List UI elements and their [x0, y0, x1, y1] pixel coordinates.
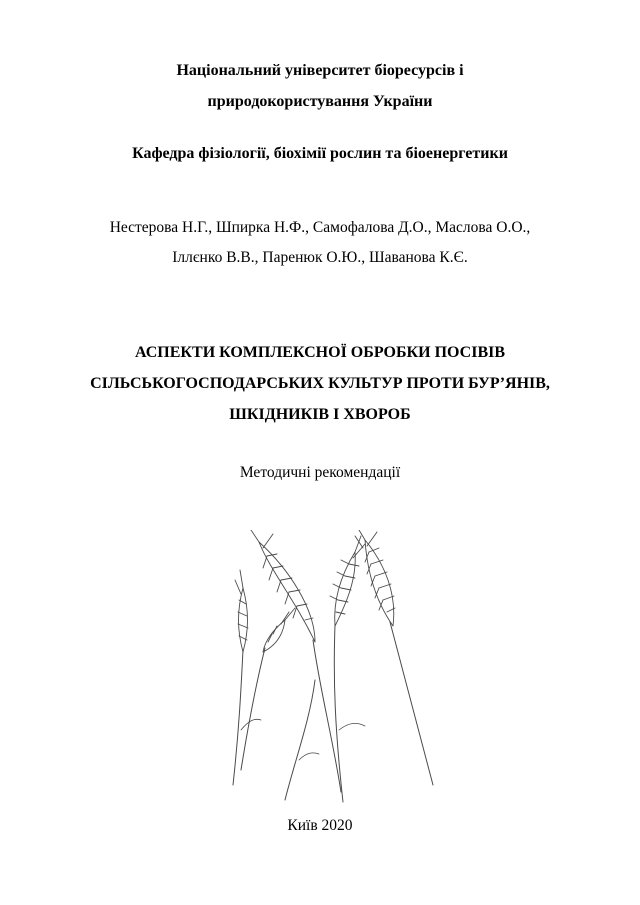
- wheat-ear-1: [235, 570, 248, 652]
- department-name: Кафедра фізіології, біохімії рослин та біоенергетики: [132, 145, 508, 162]
- title-line1: АСПЕКТИ КОМПЛЕКСНОЇ ОБРОБКИ ПОСІВІВ: [134, 344, 506, 361]
- authors-line1: Нестерова Н.Г., Шпирка Н.Ф., Самофалова Д.О., Маслова О.О.,: [109, 219, 531, 236]
- authors-line2: Іллєнко В.В., Паренюк О.Ю., Шаванова К.Є.: [172, 249, 468, 266]
- city-year: Київ 2020: [287, 817, 353, 834]
- wheat-leaves: [241, 719, 365, 760]
- document-subtitle: Методичні рекомендації: [239, 464, 401, 481]
- wheat-ear-5: [355, 530, 395, 626]
- wheat-ear-4: [330, 536, 365, 626]
- wheat-ears-icon: [215, 530, 445, 805]
- wheat-ear-3: [251, 530, 315, 642]
- wheat-stems: [233, 622, 433, 802]
- university-name-line1: Національний університет біоресурсів і: [176, 62, 464, 79]
- university-name-line2: природокористування України: [207, 93, 433, 110]
- title-line2: СІЛЬСЬКОГОСПОДАРСЬКИХ КУЛЬТУР ПРОТИ БУР’ЯНІВ,: [90, 375, 550, 392]
- wheat-ear-2: [263, 608, 295, 652]
- title-line3: ШКІДНИКІВ І ХВОРОБ: [229, 406, 411, 423]
